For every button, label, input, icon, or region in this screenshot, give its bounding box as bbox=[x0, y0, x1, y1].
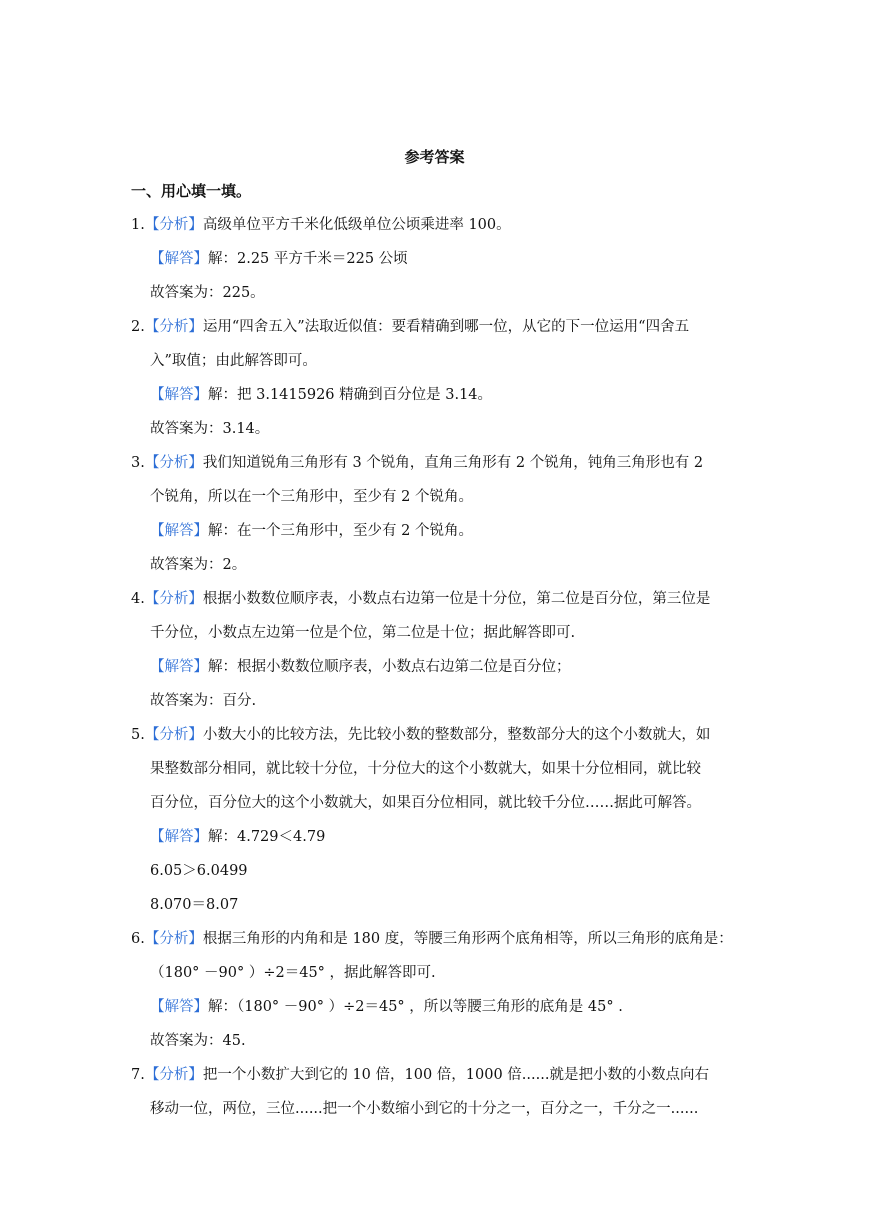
question-number: 3. bbox=[131, 455, 145, 471]
question-number: 5. bbox=[131, 727, 145, 743]
answer-text: 解：在一个三角形中，至少有 2 个锐角。 bbox=[208, 523, 473, 539]
analysis-continuation bbox=[131, 755, 741, 789]
analysis-text: 运用“四舍五入”法取近似值：要看精确到哪一位，从它的下一位运用“四舍五 bbox=[202, 319, 690, 335]
answer-result-line bbox=[131, 279, 741, 313]
answer-result-text: 故答案为：百分. bbox=[150, 693, 257, 709]
analysis-continuation bbox=[131, 483, 741, 517]
analysis-text: 根据三角形的内角和是 180 度，等腰三角形两个底角相等，所以三角形的底角是： bbox=[202, 931, 733, 947]
analysis-tag: 【分析】 bbox=[144, 319, 203, 335]
analysis-continuation bbox=[131, 959, 741, 993]
answer-line bbox=[131, 993, 741, 1027]
question-block bbox=[131, 449, 741, 585]
answer-tag: 【解答】 bbox=[150, 523, 208, 539]
analysis-text: 入”取值；由此解答即可。 bbox=[150, 353, 317, 369]
question-block bbox=[131, 585, 741, 721]
question-number: 4. bbox=[131, 591, 145, 607]
question-number: 7. bbox=[131, 1067, 145, 1083]
question-block bbox=[131, 925, 741, 1061]
analysis-line bbox=[131, 925, 741, 959]
analysis-text: 高级单位平方千米化低级单位公顷乘进率 100。 bbox=[202, 217, 511, 233]
answer-text: 解：把 3.1415926 精确到百分位是 3.14。 bbox=[208, 387, 493, 403]
question-number: 2. bbox=[131, 319, 145, 335]
answer-tag: 【解答】 bbox=[150, 251, 208, 267]
answer-text: 解：2.25 平方千米＝225 公顷 bbox=[208, 251, 408, 267]
analysis-text: 千分位，小数点左边第一位是个位，第二位是十位；据此解答即可. bbox=[150, 625, 576, 641]
answer-line bbox=[131, 653, 741, 687]
analysis-text: 果整数部分相同，就比较十分位，十分位大的这个小数就大，如果十分位相同，就比较 bbox=[150, 761, 701, 777]
analysis-text: 个锐角，所以在一个三角形中，至少有 2 个锐角。 bbox=[150, 489, 473, 505]
question-number: 1. bbox=[131, 217, 145, 233]
analysis-line bbox=[131, 211, 741, 245]
analysis-text: 小数大小的比较方法，先比较小数的整数部分，整数部分大的这个小数就大，如 bbox=[202, 727, 711, 743]
answer-result-line bbox=[131, 891, 741, 925]
analysis-tag: 【分析】 bbox=[144, 727, 203, 743]
answer-result-text: 故答案为：3.14。 bbox=[150, 421, 270, 437]
analysis-tag: 【分析】 bbox=[144, 931, 203, 947]
analysis-tag: 【分析】 bbox=[144, 591, 203, 607]
answer-result-line bbox=[131, 1027, 741, 1061]
analysis-tag: 【分析】 bbox=[144, 455, 203, 471]
answer-text: 解：4.729＜4.79 bbox=[208, 829, 326, 845]
answer-result-line bbox=[131, 551, 741, 585]
answer-result-text: 故答案为：225。 bbox=[150, 285, 265, 301]
answer-line bbox=[131, 245, 741, 279]
answer-result-text: 6.05＞6.0499 bbox=[150, 863, 248, 879]
analysis-text: （180° －90° ）÷2＝45° ，据此解答即可. bbox=[150, 965, 436, 981]
answer-tag: 【解答】 bbox=[150, 387, 208, 403]
answer-line bbox=[131, 823, 741, 857]
analysis-line bbox=[131, 585, 741, 619]
analysis-text: 百分位，百分位大的这个小数就大，如果百分位相同，就比较千分位……据此可解答。 bbox=[150, 795, 701, 811]
answer-line bbox=[131, 381, 741, 415]
analysis-continuation bbox=[131, 347, 741, 381]
answer-list bbox=[131, 211, 741, 1129]
answer-result-text: 故答案为：45. bbox=[150, 1033, 246, 1049]
answer-result-line bbox=[131, 857, 741, 891]
page-title: 参考答案 bbox=[404, 148, 465, 166]
analysis-continuation bbox=[131, 1095, 741, 1129]
answer-result-line bbox=[131, 687, 741, 721]
analysis-line bbox=[131, 313, 741, 347]
analysis-text: 根据小数数位顺序表，小数点右边第一位是十分位，第二位是百分位，第三位是 bbox=[202, 591, 711, 607]
answer-tag: 【解答】 bbox=[150, 829, 208, 845]
answer-text: 解：（180° －90° ）÷2＝45° ，所以等腰三角形的底角是 45° . bbox=[208, 999, 623, 1015]
question-block bbox=[131, 313, 741, 449]
answer-line bbox=[131, 517, 741, 551]
analysis-continuation bbox=[131, 619, 741, 653]
analysis-tag: 【分析】 bbox=[144, 1067, 203, 1083]
question-block bbox=[131, 1061, 741, 1129]
answer-tag: 【解答】 bbox=[150, 999, 208, 1015]
analysis-text: 移动一位，两位，三位......把一个小数缩小到它的十分之一，百分之一，千分之一...... bbox=[150, 1101, 699, 1117]
analysis-continuation bbox=[131, 789, 741, 823]
analysis-text: 我们知道锐角三角形有 3 个锐角，直角三角形有 2 个锐角，钝角三角形也有 2 bbox=[202, 455, 704, 471]
question-block bbox=[131, 211, 741, 313]
answer-text: 解：根据小数数位顺序表，小数点右边第二位是百分位； bbox=[208, 659, 571, 675]
analysis-line bbox=[131, 721, 741, 755]
analysis-tag: 【分析】 bbox=[144, 217, 203, 233]
question-block bbox=[131, 721, 741, 925]
answer-result-line bbox=[131, 415, 741, 449]
answer-result-text: 故答案为：2。 bbox=[150, 557, 247, 573]
analysis-line bbox=[131, 449, 741, 483]
question-number: 6. bbox=[131, 931, 145, 947]
analysis-text: 把一个小数扩大到它的 10 倍，100 倍，1000 倍......就是把小数的小数点向右 bbox=[202, 1067, 709, 1083]
section-heading: 一、用心填一填。 bbox=[131, 182, 252, 200]
analysis-line bbox=[131, 1061, 741, 1095]
answer-tag: 【解答】 bbox=[150, 659, 208, 675]
answer-result-text: 8.070＝8.07 bbox=[150, 897, 239, 913]
